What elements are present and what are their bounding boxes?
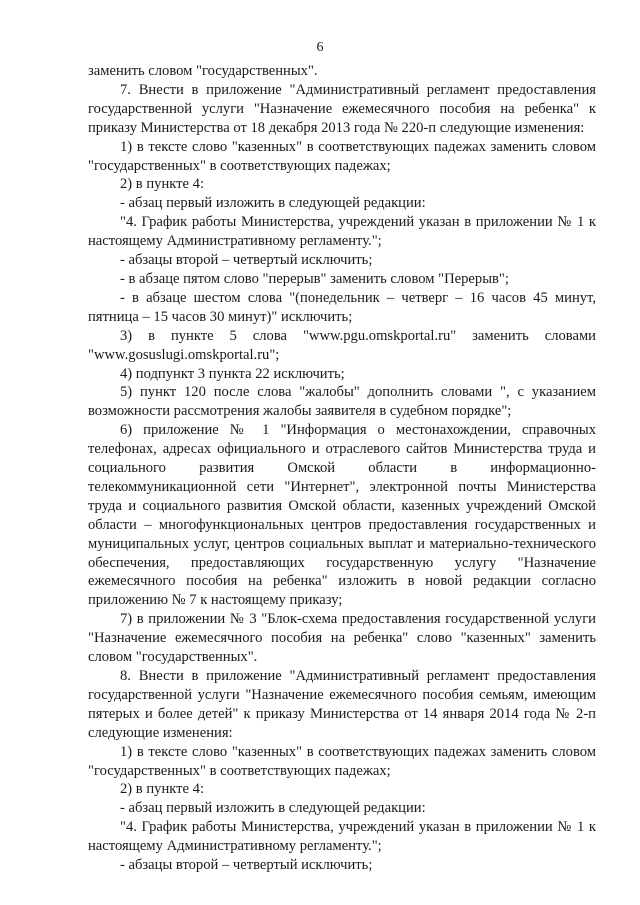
paragraph: 1) в тексте слово "казенных" в соответствующих падежах заменить словом "государственных" в соответствующих падежах;	[88, 743, 596, 779]
paragraph: - в абзаце пятом слово "перерыв" заменить словом "Перерыв";	[120, 270, 509, 287]
paragraph: 7. Внести в приложение "Административный регламент предоставления государственной услуги "Назначение ежемесячного пособия на ребенка" к приказу Министерства от 18 декабря 2013 года № 220-п следующие изменения:	[88, 81, 596, 136]
paragraph: - абзац первый изложить в следующей редакции:	[120, 195, 426, 212]
page-number: 6	[316, 40, 324, 55]
document-body	[88, 62, 596, 875]
paragraph: 3) в пункте 5 слова "www.pgu.omskportal.ru" заменить словами "www.gosuslugi.omskportal.ru";	[88, 327, 596, 363]
paragraph: - в абзаце шестом слова "(понедельник – четверг – 16 часов 45 минут, пятница – 15 часов 30 минут)" исключить;	[88, 289, 596, 325]
paragraph: 5) пункт 120 после слова "жалобы" дополнить словами ", с указанием возможности рассмотрения жалобы заявителя в судебном порядке";	[88, 384, 596, 420]
paragraph: "4. График работы Министерства, учреждений указан в приложении № 1 к настоящему Административному регламенту.";	[88, 819, 596, 855]
paragraph: - абзацы второй – четвертый исключить;	[120, 252, 373, 269]
paragraph: 1) в тексте слово "казенных" в соответствующих падежах заменить словом "государственных" в соответствующих падежах;	[88, 138, 596, 174]
paragraph: 7) в приложении № 3 "Блок-схема предоставления государственной услуги "Назначение ежемесячного пособия на ребенка" слово "казенных" заменить словом "государственных".	[88, 611, 596, 666]
paragraph: - абзац первый изложить в следующей редакции:	[120, 800, 426, 817]
paragraph: 2) в пункте 4:	[120, 781, 205, 798]
paragraph: "4. График работы Министерства, учреждений указан в приложении № 1 к настоящему Административному регламенту.";	[88, 214, 596, 250]
paragraph: 8. Внести в приложение "Административный регламент предоставления государственной услуги "Назначение ежемесячного пособия семьям, имеющим пятерых и более детей" к приказу Министерства от 14 января 2014 года № 2-п следующие изменения:	[88, 668, 596, 741]
paragraph: 4) подпункт 3 пункта 22 исключить;	[120, 365, 345, 382]
paragraph: - абзацы второй – четвертый исключить;	[120, 857, 373, 874]
paragraph: 6) приложение № 1 "Информация о местонахождении, справочных телефонах, адресах официального и отраслевого сайтов Министерства труда и социального развития Омской области в информационно-телекоммуникационной сети "Интернет", электронной почты Министерства труда и социального развития Омской области, казенных учреждений Омской области – многофункциональных центров предоставления государственных и муниципальных услуг, центров социальных выплат и материально-технического обеспечения, предоставляющих государственную услугу "Назначение ежемесячного пособия на ребенка" изложить в новой редакции согласно приложению № 7 к настоящему приказу;	[88, 422, 596, 609]
paragraph: заменить словом "государственных".	[88, 63, 318, 79]
paragraph: 2) в пункте 4:	[120, 176, 205, 193]
